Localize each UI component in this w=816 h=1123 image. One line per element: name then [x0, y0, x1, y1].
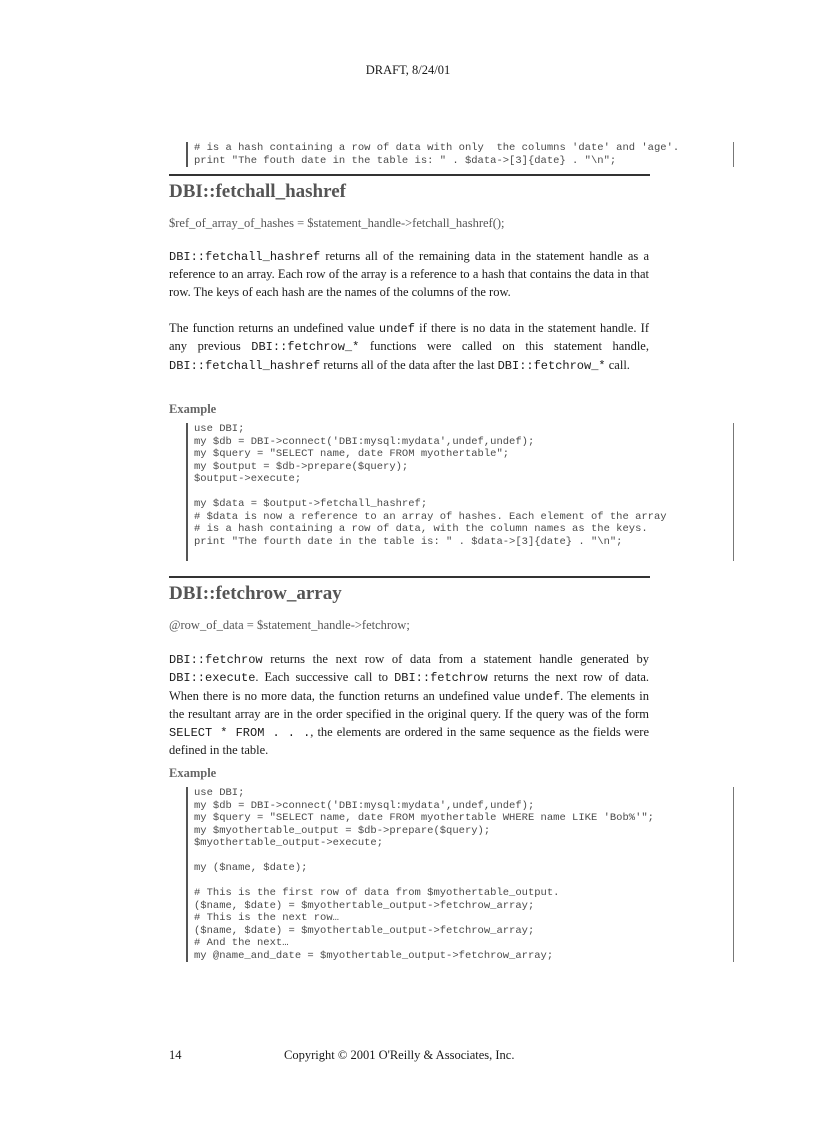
example-label: Example [169, 766, 217, 780]
paragraph-text: returns the next row of data from a statement handle generated by [262, 652, 649, 666]
code-line: my ($name, $date); [194, 862, 308, 874]
code-line: print "The fouth date in the table is: " . $data->[3]{date} . "\n"; [194, 154, 617, 167]
paragraph-text: if there is no data in the statement handle. If any previous [169, 321, 649, 354]
page-header: DRAFT, 8/24/01 [365, 63, 451, 77]
code-line: my $db = DBI->connect('DBI:mysql:mydata',undef,undef); [194, 799, 535, 812]
paragraph-text: returns all of the remaining data in the statement handle as a reference to an array. Each row of the array is a reference to a hash that contains the data in that row. The keys of each hash are the names of the columns of the row. [169, 249, 649, 299]
description-paragraph [169, 248, 649, 301]
paragraph-text: . The elements in the resultant array are in the order specified in the original query. If the query was of the form [169, 688, 649, 722]
code-line: ($name, $date) = $myothertable_output->fetchrow_array; [194, 899, 535, 912]
inline-code: undef [378, 322, 415, 336]
inline-code: DBI::fetchrow_* [497, 358, 606, 373]
code-line: my $query = "SELECT name, date FROM myothertable WHERE name LIKE 'Bob%'"; [194, 812, 654, 824]
code-line: my $query = "SELECT name, date FROM myothertable"; [194, 448, 510, 460]
paragraph-text: returns the next row of data. When there is no more data, the function returns an undefined value [169, 670, 649, 703]
syntax-fetchall-hashref: $ref_of_array_of_hashes = $statement_handle->fetchall_hashref(); [169, 216, 505, 230]
code-line: print "The fourth date in the table is: " . $data->[3]{date} . "\n"; [194, 535, 623, 548]
example-label: Example [169, 402, 217, 416]
code-line: my $output = $db->prepare($query); [194, 460, 409, 473]
code-line: my $db = DBI->connect('DBI:mysql:mydata',undef,undef); [194, 435, 535, 448]
code-line: # And the next… [194, 937, 289, 949]
section-title-fetchrow-array: DBI::fetchrow_array [169, 583, 342, 604]
inline-code: DBI::execute [169, 671, 256, 686]
inline-code: DBI::fetchrow [394, 671, 488, 686]
inline-code: SELECT * FROM . . . [169, 725, 311, 740]
inline-code: DBI::fetchrow_* [251, 340, 360, 355]
code-block-example-fetchall [186, 423, 734, 561]
code-line: my $data = $output->fetchall_hashref; [194, 498, 428, 510]
paragraph-text: call. [605, 357, 630, 372]
inline-code: DBI::fetchall_hashref [169, 250, 321, 264]
code-line: # is a hash containing a row of data with only the columns 'date' and 'age'. [194, 142, 680, 154]
code-line: ($name, $date) = $myothertable_output->fetchrow_array; [194, 924, 535, 937]
section-divider [169, 174, 650, 176]
code-line: # $data is now a reference to an array of hashes. Each element of the array [194, 510, 667, 523]
paragraph-text: The function returns an undefined value [169, 321, 379, 335]
code-line: # This is the next row… [194, 912, 339, 924]
copyright-notice: Copyright © 2001 O'Reilly & Associates, Inc. [284, 1048, 515, 1062]
code-line: use DBI; [194, 423, 245, 435]
code-line [194, 850, 733, 863]
code-line [194, 548, 733, 561]
code-line: # This is the first row of data from $myothertable_output. [194, 887, 560, 899]
inline-code: DBI::fetchrow [169, 653, 263, 667]
section-divider [169, 576, 650, 578]
paragraph-text: , the elements are ordered in the same sequence as the fields were defined in the table. [169, 724, 649, 758]
code-line: $output->execute; [194, 473, 302, 485]
section-title-fetchall-hashref: DBI::fetchall_hashref [169, 181, 346, 202]
code-line: $myothertable_output->execute; [194, 837, 384, 849]
description-paragraph [169, 320, 649, 375]
inline-code: undef [524, 689, 561, 704]
code-line: use DBI; [194, 787, 245, 799]
paragraph-text: . Each successive call to [255, 670, 395, 685]
code-line: my $myothertable_output = $db->prepare($query); [194, 824, 491, 837]
page-number: 14 [169, 1048, 182, 1062]
code-line [194, 486, 733, 499]
code-block-example-fetchrow [186, 787, 734, 962]
paragraph-text: returns all of the data after the last [320, 357, 498, 372]
code-line: my @name_and_date = $myothertable_output->fetchrow_array; [194, 949, 554, 962]
description-paragraph [169, 651, 649, 759]
inline-code: DBI::fetchall_hashref [169, 358, 321, 373]
paragraph-text: functions were called on this statement handle, [359, 339, 649, 354]
syntax-fetchrow-array: @row_of_data = $statement_handle->fetchrow; [169, 618, 410, 632]
code-block-continued [186, 142, 734, 167]
code-line: # is a hash containing a row of data, with the column names as the keys. [194, 523, 648, 535]
code-line [194, 875, 733, 888]
